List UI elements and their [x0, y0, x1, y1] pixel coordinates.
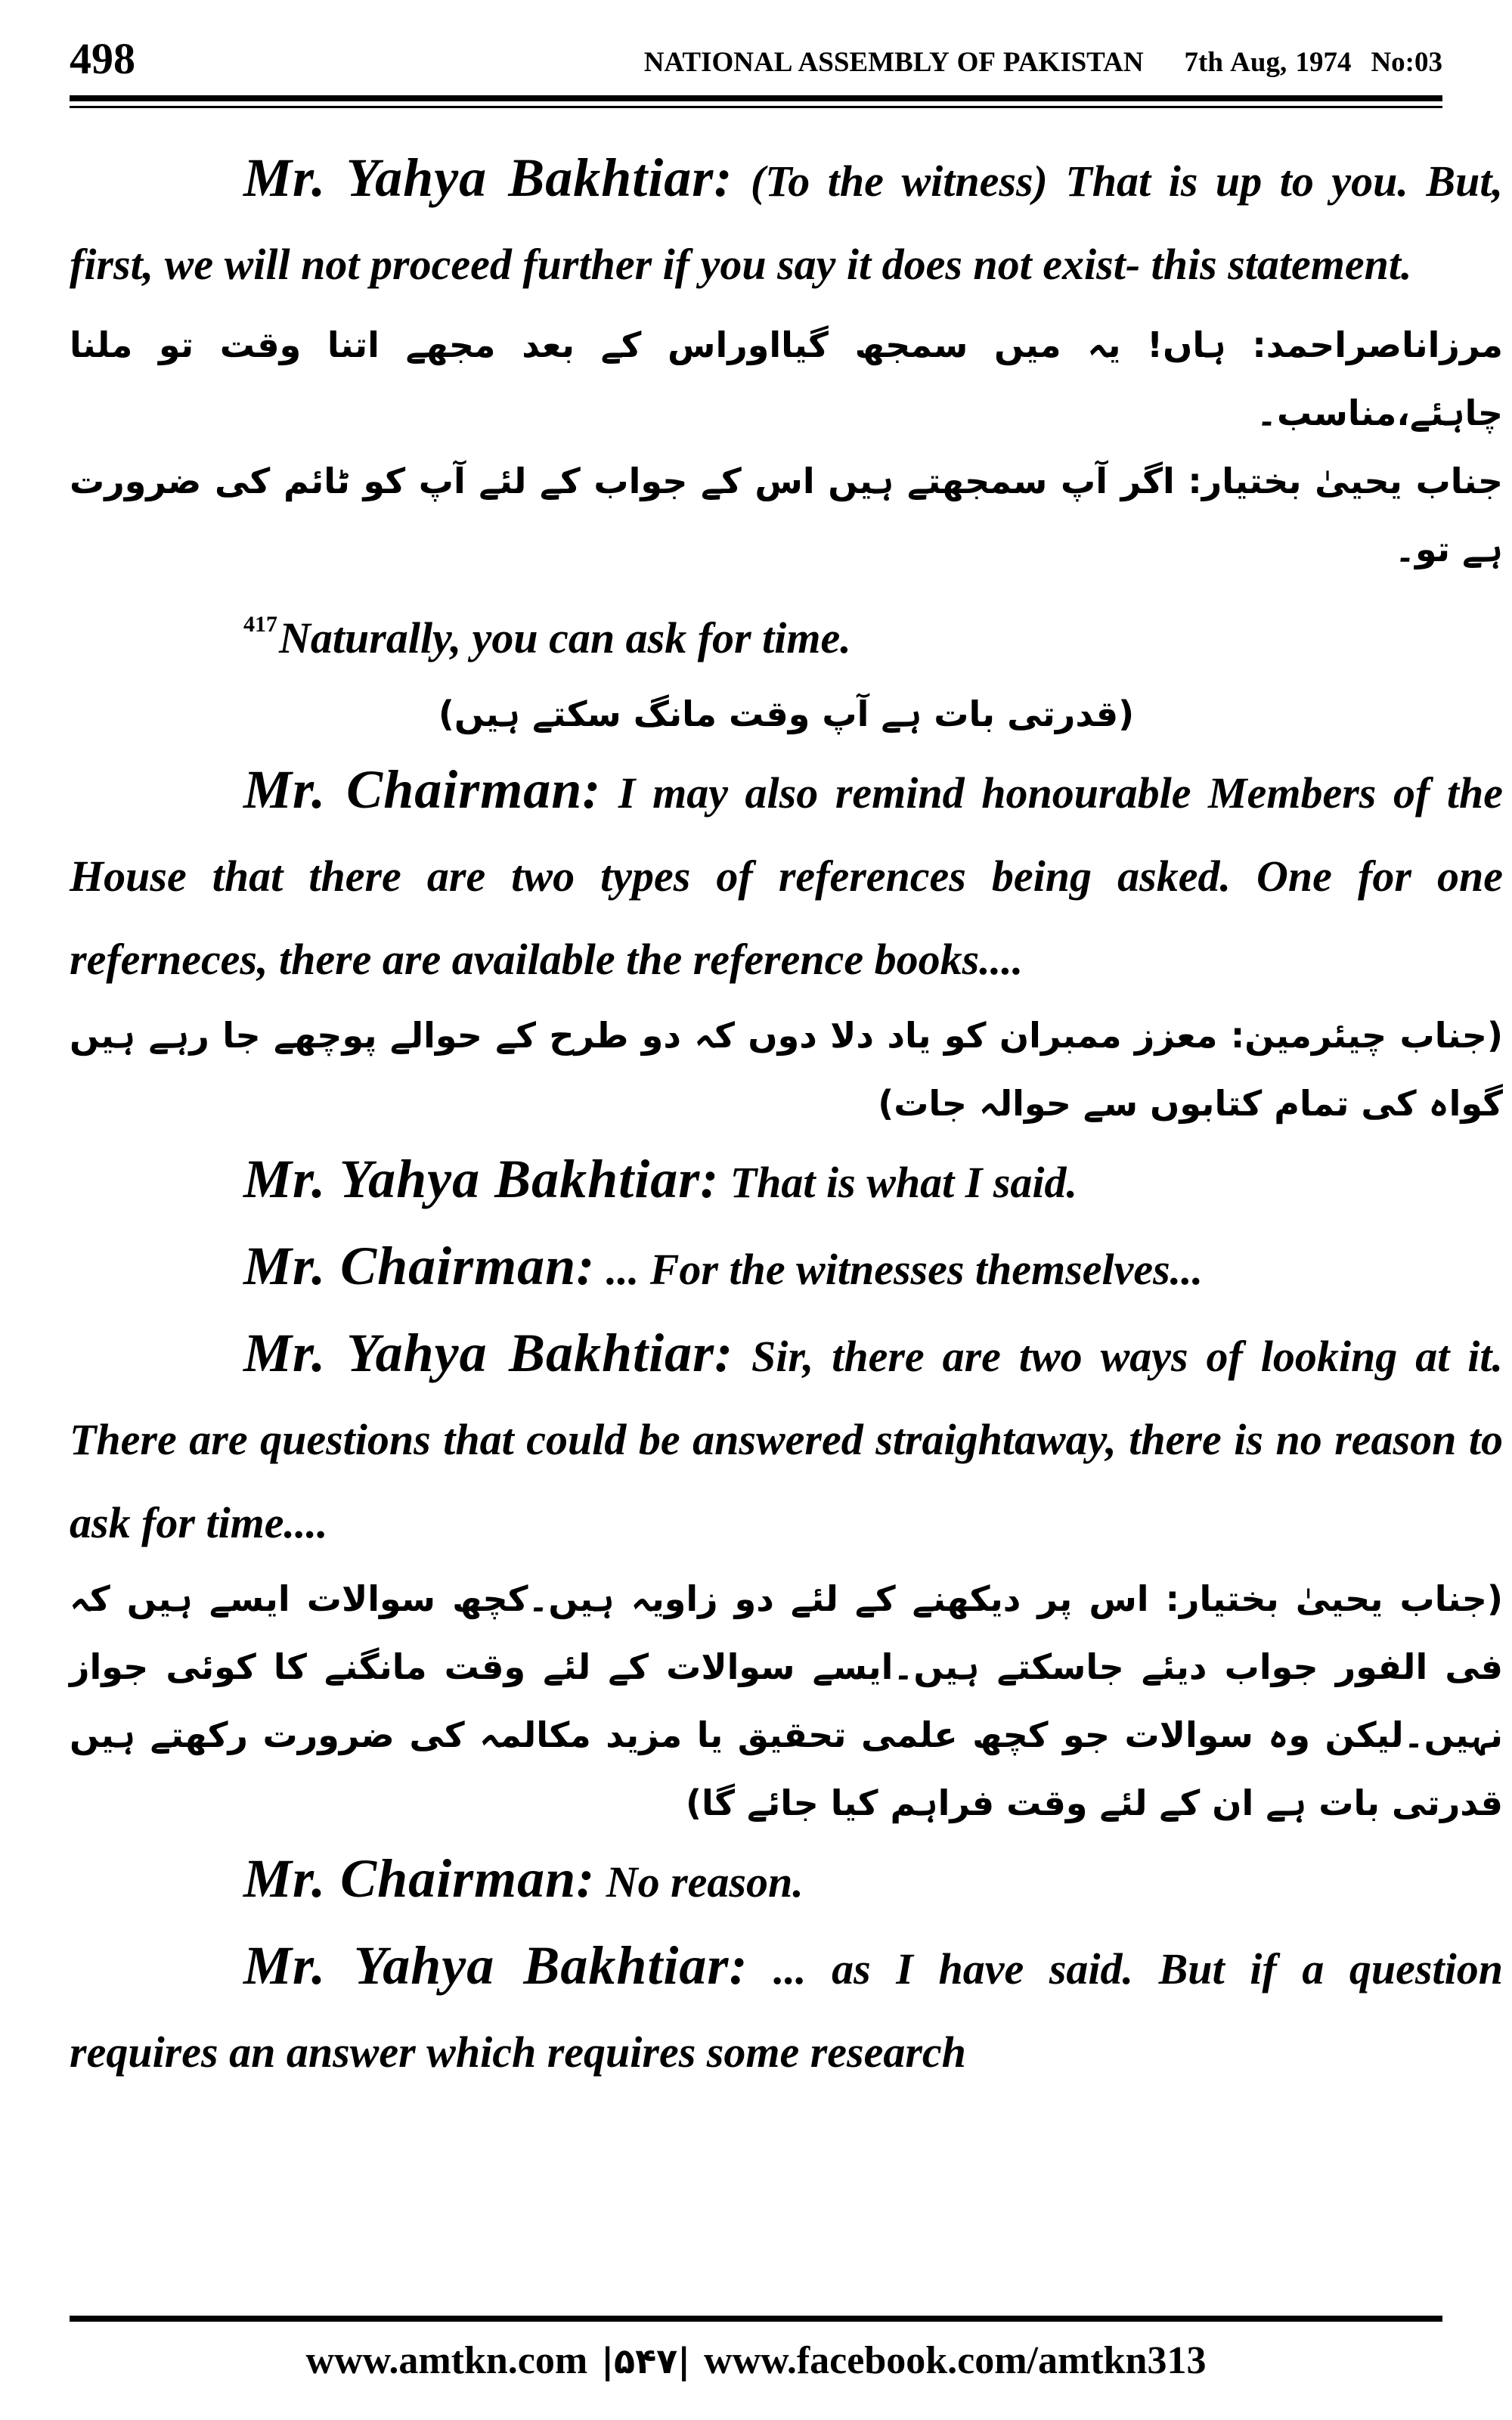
speech-text: Sir, there are two ways of looking at it. There are questions that could be answered straightaway, there is no reason to ask for time....: [70, 1332, 1503, 1547]
paragraph-1: [70, 136, 1503, 306]
page-number: 498: [70, 34, 135, 83]
paragraph-10: [70, 1311, 1503, 1565]
paragraph-4: [70, 583, 1503, 680]
speaker-name: Mr. Yahya Bakhtiar:: [243, 147, 733, 208]
urdu-paragraph-2: مرزاناصراحمد: ہاں! یہ میں سمجھ گیااوراس کے بعد مجھے اتنا وقت تو ملنا چاہئے،مناسب۔: [70, 324, 1503, 433]
footnote-number: 417: [243, 612, 277, 637]
paragraph-6: [70, 748, 1503, 1001]
paragraph-9: [70, 1224, 1503, 1311]
speech-text: (To the witness) That is up to you. But, first, we will not proceed further if you say it does not exist- this statement.: [70, 157, 1503, 289]
urdu-page-number: |۵۴۷|: [601, 2341, 691, 2381]
speaker-name: Mr. Chairman:: [243, 1848, 596, 1909]
website-link[interactable]: www.amtkn.com: [305, 2339, 588, 2382]
speech-text: ... as I have said. But if a question requires an answer which requires some research: [70, 1944, 1503, 2077]
urdu-paragraph-5: (قدرتی بات ہے آپ وقت مانگ سکتے ہیں): [438, 693, 1135, 734]
facebook-link[interactable]: www.facebook.com/amtkn313: [704, 2339, 1207, 2382]
header-date: 7th Aug, 1974: [1184, 47, 1352, 78]
speech-text: Naturally, you can ask for time.: [279, 613, 851, 662]
speaker-name: Mr. Yahya Bakhtiar:: [243, 1323, 734, 1383]
header-title: [644, 45, 1442, 80]
speech-text: No reason.: [595, 1857, 804, 1907]
page-content: [70, 136, 1503, 2094]
speech-text: ... For the witnesses themselves...: [595, 1245, 1204, 1294]
header-rule-thin: [70, 106, 1442, 108]
publication-name: NATIONAL ASSEMBLY OF PAKISTAN: [643, 47, 1144, 78]
paragraph-13: [70, 1924, 1503, 2094]
urdu-paragraph-11: (جناب یحییٰ بختیار: اس پر دیکھنے کے لئے دو زاویہ ہیں۔کچھ سوالات ایسے ہیں کہ فی الفور جواب دیئے جاسکتے ہیں۔ایسے سوالات کے لئے وقت مانگنے کا کوئی جواز نہیں۔لیکن وہ سوالات جو کچھ علمی تحقیق یا مزید مکالمہ کی ضرورت رکھتے ہیں قدرتی بات ہے ان کے لئے وقت فراہم کیا جائے گا): [70, 1578, 1503, 1823]
header-rule-thick: [70, 95, 1442, 101]
urdu-paragraph-7: (جناب چیئرمین: معزز ممبران کو یاد دلا دوں کہ دو طرح کے حوالے پوچھے جا رہے ہیں گواہ کی تمام کتابوں سے حوالہ جات): [70, 1015, 1503, 1124]
page-footer: [70, 2337, 1442, 2390]
speaker-name: Mr. Chairman:: [243, 1236, 596, 1296]
paragraph-8: [70, 1137, 1503, 1224]
footer-rule: [70, 2316, 1442, 2322]
page-header: [70, 30, 1442, 91]
speaker-name: Mr. Yahya Bakhtiar:: [243, 1935, 748, 1996]
speech-text: I may also remind honourable Members of the House that there are two types of references being asked. One for one referneces, there are available the reference books....: [70, 768, 1504, 984]
speaker-name: Mr. Chairman:: [243, 759, 602, 820]
urdu-paragraph-3: جناب یحییٰ بختیار: اگر آپ سمجھتے ہیں اس کے جواب کے لئے آپ کو ٹائم کی ضرورت ہے تو۔: [70, 461, 1503, 569]
header-issue: No:03: [1371, 47, 1442, 78]
speech-text: That is what I said.: [719, 1158, 1078, 1207]
paragraph-12: [70, 1837, 1503, 1924]
speaker-name: Mr. Yahya Bakhtiar:: [243, 1149, 720, 1209]
